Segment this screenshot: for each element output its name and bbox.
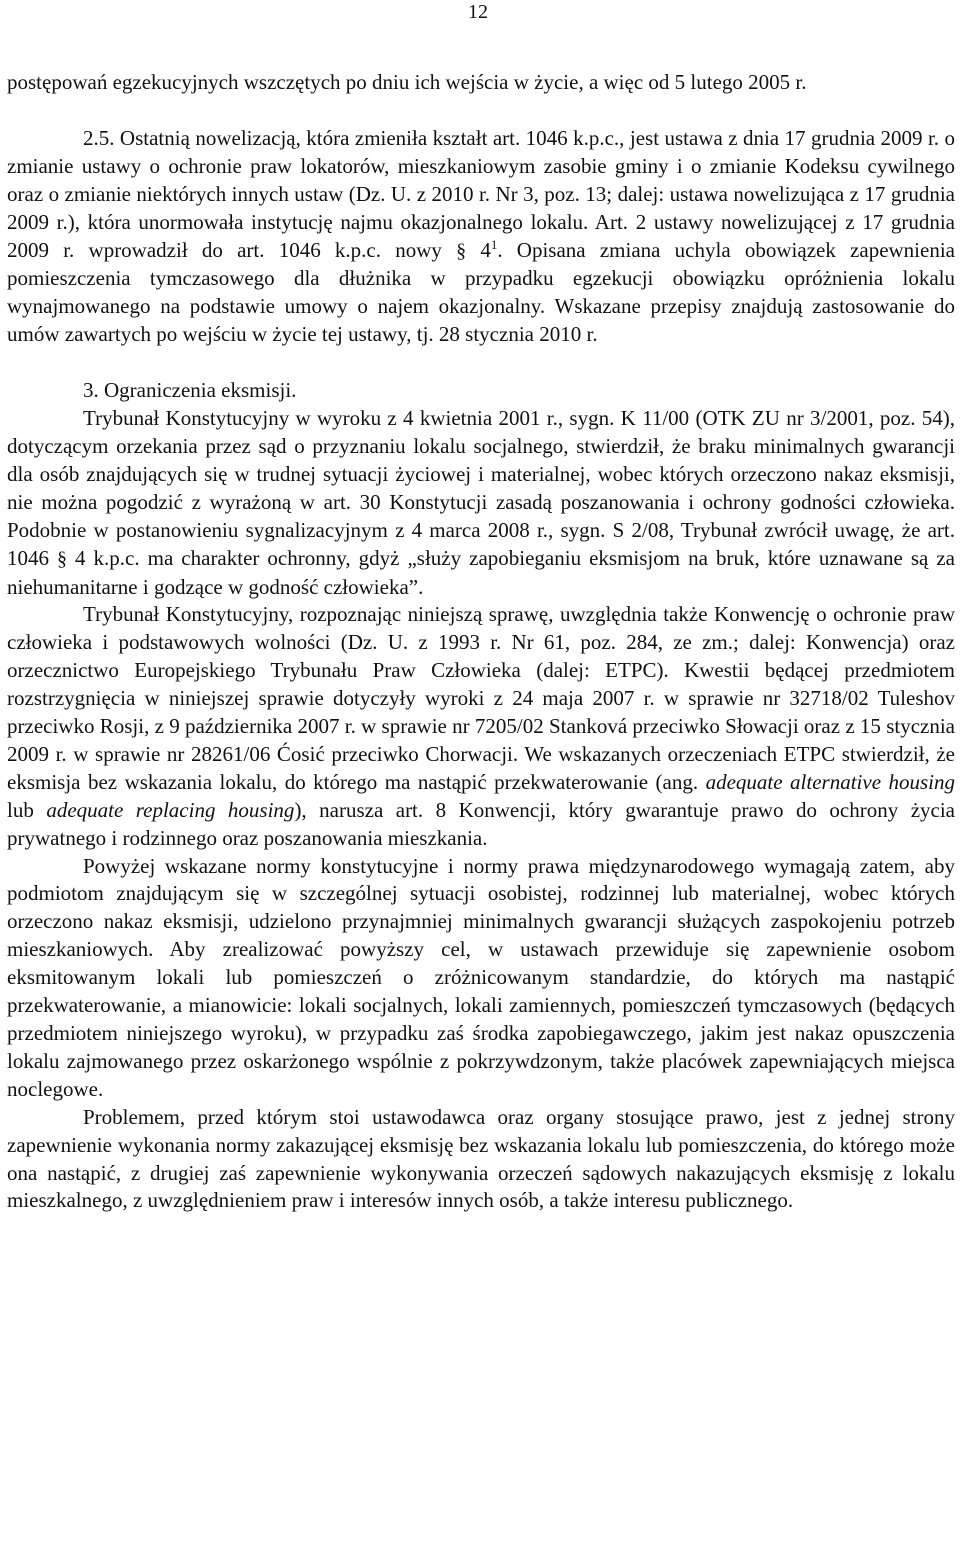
paragraph-text: Trybunał Konstytucyjny, rozpoznając niniejszą sprawę, uwzględnia także Konwencję o ochronie praw człowieka i podstawowych wolności (Dz. U. z 1993 r. Nr 61, poz. 284, ze zm.; dalej: Konwencja) oraz orzecznictwo Europejskiego Trybunału Praw Człowieka (dalej: ETPC). Kwestii będącej przedmiotem rozstrzygnięcia w niniejszej sprawie dotyczyły wyroki z 24 maja 2007 r. w sprawie nr 32718/02 Tuleshov przeciwko Rosji, z 9 października 2007 r. w sprawie nr 7205/02 Stanková przeciwko Słowacji oraz z 15 stycznia 2009 r. w sprawie nr 28261/06 Ćosić przeciwko Chorwacji. We wskazanych orzeczeniach ETPC stwierdził, że eksmisja bez wskazania lokalu, do którego ma nastąpić przekwaterowanie (ang. [7, 602, 955, 794]
paragraph-norms: Powyżej wskazane normy konstytucyjne i normy prawa międzynarodowego wymagają zatem, aby podmiotom znajdującym się w szczególnej sytuacji osobistej, rodzinnej lub materialnej, wobec których orzeczono nakaz eksmisji, udzielono przynajmniej minimalnych gwarancji służących zaspokojeniu potrzeb mieszkaniowych. Aby zrealizować powyższy cel, w ustawach przewiduje się zapewnienie osobom eksmitowanym lokali lub pomieszczeń o zróżnicowanym standardzie, do których ma nastąpić przekwaterowanie, a mianowicie: lokali socjalnych, lokali zamiennych, pomieszczeń tymczasowych (będących przedmiotem niniejszego wyroku), w przypadku zaś środka zapobiegawczego, jakim jest nakaz opuszczenia lokalu zajmowanego przez oskarżonego wspólnie z pokrzywdzonym, także placówek zapewniających miejsca noclegowe. [7, 853, 955, 1101]
paragraph-text-cont: 4 k.p.c. ma charakter ochronny, gdyż „służy zapobieganiu eksmisjom na bruk, które uznawane są za niehumanitarne i godzące w godność człowieka”. [7, 545, 955, 599]
paragraph-gap [7, 349, 955, 377]
paragraph-continuation: postępowań egzekucyjnych wszczętych po dniu ich wejścia w życie, a więc od 5 lutego 2005 r. [7, 70, 807, 94]
section-heading: 3. Ograniczenia eksmisji. [83, 378, 297, 403]
paragraph-text-cont: ), narusza art. 8 Konwencji, który gwarantuje prawo do ochrony życia prywatnego i rodzinnego oraz poszanowania mieszkania. [7, 797, 955, 850]
paragraph-problem: Problemem, przed którym stoi ustawodawca oraz organy stosujące prawo, jest z jednej strony zapewnienie wykonania normy zakazującej eksmisję bez wskazania lokalu lub pomieszczenia, do którego może ona nastąpić, z drugiej zaś zapewnienie wykonywania orzeczeń sądowych nakazujących eksmisję z lokalu mieszkalnego, z uwzględnieniem praw i interesów innych osób, a także interesu publicznego. [7, 1104, 955, 1213]
italic-term-1: adequate alternative housing [705, 769, 955, 794]
paragraph-tk-ruling [7, 405, 955, 601]
paragraph-text-cont: . Opisana zmiana uchyla obowiązek zapewnienia pomieszczenia tymczasowego dla dłużnika w przypadku egzekucji obowiązku opróżnienia lokalu wynajmowanego na podstawie umowy o najem okazjonalny. Wskazane przepisy znajdują zastosowanie do umów zawartych po wejściu w życie tej ustawy, tj. 28 stycznia 2010 r. [7, 237, 955, 347]
conjunction-text: lub [7, 797, 34, 822]
section-symbol-icon: § [57, 547, 68, 570]
page-number: 12 [468, 1, 488, 23]
section-superscript: 1 [490, 236, 498, 252]
section-number: 4 [480, 237, 491, 262]
paragraph-text: 2.5. Ostatnią nowelizacją, która zmieniła kształt art. 1046 k.p.c., jest ustawa z dnia 17 grudnia 2009 r. o zmianie ustawy o ochronie praw lokatorów, mieszkaniowym zasobie gminy i o zmianie Kodeksu cywilnego oraz o zmianie niektórych innych ustaw (Dz. U. z 2010 r. Nr 3, poz. 13; dalej: ustawa nowelizująca z 17 grudnia 2009 r.), która unormowała instytucję najmu okazjonalnego lokalu. Art. 2 ustawy nowelizującej z 17 grudnia 2009 r. wprowadził do art. 1046 k.p.c. nowy [7, 125, 955, 262]
paragraph-convention [7, 601, 955, 852]
paragraph-text: Trybunał Konstytucyjny w wyroku z 4 kwietnia 2001 r., sygn. K 11/00 (OTK ZU nr 3/2001, poz. 54), dotyczącym orzekania przez sąd o przyznaniu lokalu socjalnego, stwierdził, że braku minimalnych gwarancji dla osób znajdujących się w trudnej sytuacji życiowej i materialnej, wobec których orzeczono nakaz eksmisji, nie można pogodzić z wyrażoną w art. 30 Konstytucji zasadą poszanowania i ochrony godności człowieka. Podobnie w postanowieniu sygnalizacyjnym z 4 marca 2008 r., sygn. S 2/08, Trybunał zwrócił uwagę, że art. 1046 [7, 406, 955, 570]
paragraph-gap [7, 97, 955, 125]
paragraph-2-5 [7, 125, 955, 349]
document-body [7, 69, 955, 1215]
section-symbol-icon: § [456, 239, 467, 262]
italic-term-2: adequate replacing housing [46, 797, 295, 822]
